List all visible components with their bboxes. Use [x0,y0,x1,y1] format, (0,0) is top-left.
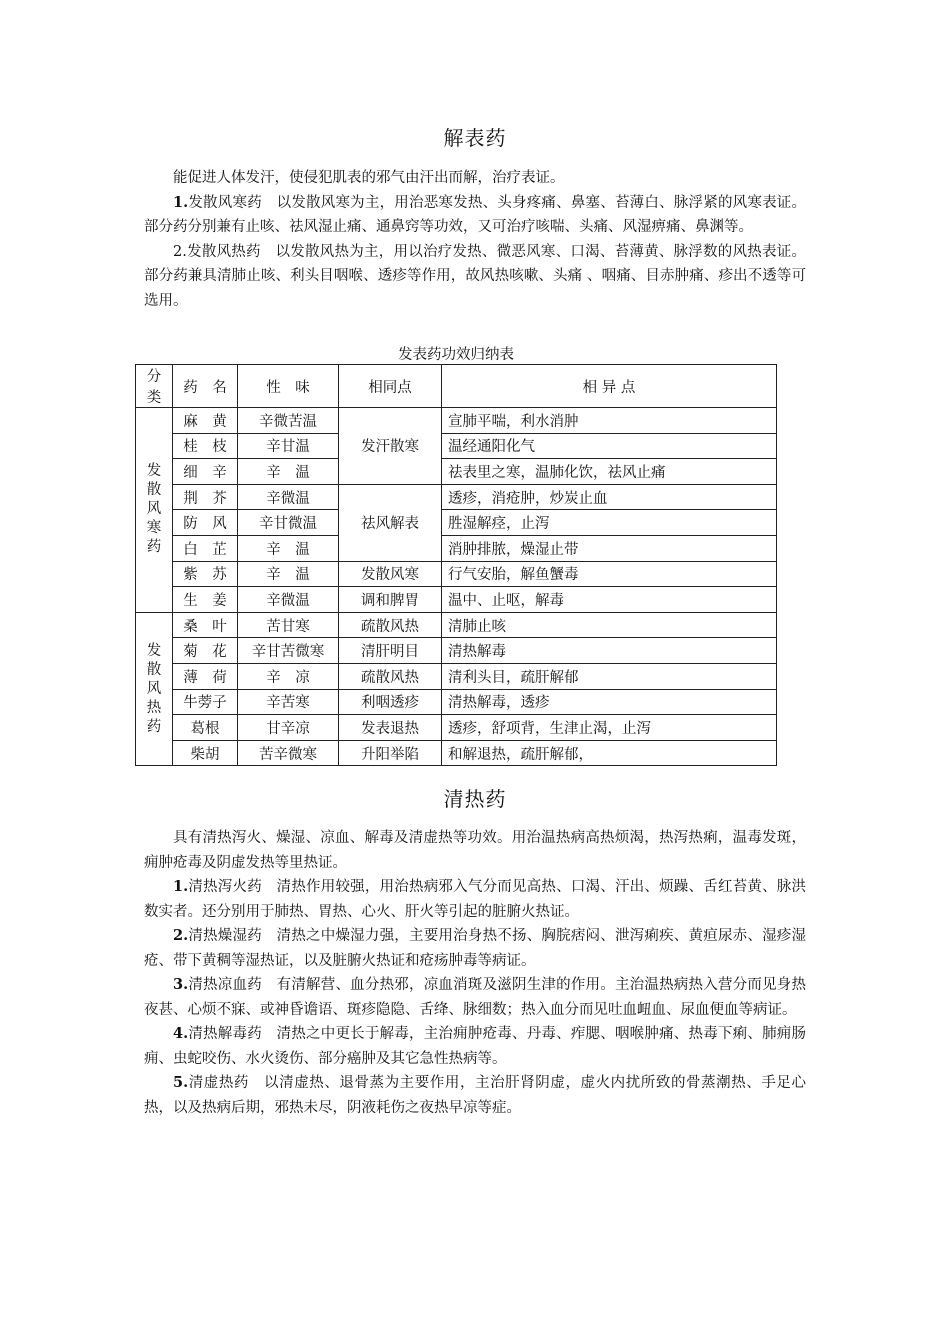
table-row [136,612,777,638]
common-effect: 祛风解表 [339,484,442,561]
herb-property: 辛微苦温 [238,408,339,434]
section2-intro: 具有清热泻火、燥湿、凉血、解毒及清虚热等功效。用治温热病高热烦渴，热泻热痢，温毒发斑，痈肿疮毒及阴虚发热等里热证。 [144,830,806,871]
table-row [136,689,777,715]
herb-difference: 温经通阳化气 [442,433,777,459]
para-number: 3. [173,976,189,993]
herb-name: 葛根 [173,715,238,741]
header-category: 分类 [136,365,173,408]
herb-property: 辛 温 [238,459,339,485]
para-number: 2. [173,243,187,260]
category-wind-heat: 发 散 风 热 药 [136,612,173,766]
table-row [136,587,777,613]
common-effect: 疏散风热 [339,663,442,689]
herb-difference: 消肿排脓，燥湿止带 [442,535,777,561]
header-difference: 相 异 点 [442,365,777,408]
header-name: 药 名 [173,365,238,408]
herb-name: 麻 黄 [173,408,238,434]
section2-para-1 [144,875,806,924]
para-number: 2. [173,927,189,944]
table-row [136,740,777,766]
herb-difference: 清热解毒，透疹 [442,689,777,715]
table-row [136,638,777,664]
section2-para-5 [144,1071,806,1120]
herb-property: 甘辛凉 [238,715,339,741]
para-text: 清虚热药 以清虚热、退骨蒸为主要作用，主治肝肾阴虚，虚火内扰所致的骨蒸潮热、手足心热，以及热病后期，邪热未尽，阴液耗伤之夜热早凉等症。 [144,1075,806,1116]
para-number: 1. [173,193,189,211]
herb-property: 辛 温 [238,535,339,561]
herb-name: 柴胡 [173,740,238,766]
common-effect: 利咽透疹 [339,689,442,715]
para-text: 发散风热药 以发散风热为主，用以治疗发热、微恶风寒、口渴、苔薄黄、脉浮数的风热表证。部分药兼具清肺止咳、利头目咽喉、透疹等作用，故风热咳嗽、头痛 、咽痛、目赤肿痛、疹出不透等可选用。 [144,243,806,309]
herb-name: 防 风 [173,510,238,536]
para-text: 清热泻火药 清热作用较强，用治热病邪入气分而见高热、口渴、汗出、烦躁、舌红苔黄、脉洪数实者。还分别用于肺热、胃热、心火、肝火等引起的脏腑火热证。 [144,879,806,920]
section2-para-2 [144,924,806,973]
header-common: 相同点 [339,365,442,408]
herb-name: 牛蒡子 [173,689,238,715]
header-property: 性 味 [238,365,339,408]
common-effect: 调和脾胃 [339,587,442,613]
para-text: 发散风寒药 以发散风寒为主，用治恶寒发热、头身疼痛、鼻塞、苔薄白、脉浮紧的风寒表证。部分药分别兼有止咳、祛风湿止痛、通鼻窍等功效，又可治疗咳喘、头痛、风湿痹痛、鼻渊等。 [144,194,806,235]
herb-difference: 清利头目，疏肝解郁 [442,663,777,689]
para-text: 清热凉血药 有清解营、血分热邪，凉血消斑及滋阴生津的作用。主治温热病热入营分而见身热夜甚、心烦不寐、或神昏谵语、斑疹隐隐、舌绛、脉细数；热入血分而见吐血衄血、尿血便血等病证。 [144,977,806,1018]
herb-name: 桑 叶 [173,612,238,638]
para-number: 1. [173,878,189,895]
herb-name: 菊 花 [173,638,238,664]
common-effect: 清肝明目 [339,638,442,664]
herb-name: 细 辛 [173,459,238,485]
herb-property: 辛 凉 [238,663,339,689]
section1-intro: 能促进人体发汗，使侵犯肌表的邪气由汗出而解，治疗表证。 [173,170,565,186]
herb-property: 辛甘微温 [238,510,339,536]
herb-difference: 清热解毒 [442,638,777,664]
herb-difference: 胜湿解痉，止泻 [442,510,777,536]
section2-para-3 [144,973,806,1022]
herb-property: 苦辛微寒 [238,740,339,766]
section-title-qingre: 清热药 [443,787,507,811]
para-text: 清热解毒药 清热之中更长于解毒，主治痈肿疮毒、丹毒、痄腮、咽喉肿痛、热毒下痢、肺痈肠痈、虫蛇咬伤、水火烫伤、部分癌肿及其它急性热病等。 [144,1026,806,1067]
section-title-jiebiao: 解表药 [443,126,507,150]
para-number: 4. [173,1025,189,1042]
herb-property: 苦甘寒 [238,612,339,638]
common-effect: 发散风寒 [339,561,442,587]
table-row [136,715,777,741]
herb-difference: 和解退热，疏肝解郁， [442,740,777,766]
herb-name: 桂 枝 [173,433,238,459]
herb-difference: 透疹，舒项背，生津止渴，止泻 [442,715,777,741]
category-wind-cold: 发 散 风 寒 药 [136,408,173,613]
herb-property: 辛 温 [238,561,339,587]
table-row [136,535,777,561]
common-effect: 发表退热 [339,715,442,741]
table-row [136,561,777,587]
section1-para-2 [144,240,806,314]
herb-name: 白 芷 [173,535,238,561]
herb-property: 辛甘温 [238,433,339,459]
herb-property: 辛微温 [238,484,339,510]
herb-property: 辛微温 [238,587,339,613]
table-row [136,484,777,510]
herb-property: 辛苦寒 [238,689,339,715]
herb-difference: 透疹，消疮肿，炒炭止血 [442,484,777,510]
herb-difference: 清肺止咳 [442,612,777,638]
section1-para-1 [144,191,806,240]
common-effect: 发汗散寒 [339,408,442,485]
table-header-row [136,365,777,408]
herb-name: 生 姜 [173,587,238,613]
herb-name: 薄 荷 [173,663,238,689]
table-row [136,510,777,536]
para-number: 5. [173,1074,189,1091]
herb-name: 紫 苏 [173,561,238,587]
table-row [136,408,777,434]
herb-difference: 宣肺平喘，利水消肿 [442,408,777,434]
efficacy-table [135,364,777,766]
common-effect: 疏散风热 [339,612,442,638]
para-text: 清热燥湿药 清热之中燥湿力强，主要用治身热不扬、胸脘痞闷、泄泻痢疾、黄疸尿赤、湿疹湿疮、带下黄稠等湿热证，以及脏腑火热证和疮疡肿毒等病证。 [144,928,806,969]
herb-difference: 行气安胎，解鱼蟹毒 [442,561,777,587]
herb-difference: 温中、止呕，解毒 [442,587,777,613]
section2-para-4 [144,1022,806,1071]
table-caption: 发表药功效归纳表 [398,347,514,363]
herb-name: 荆 芥 [173,484,238,510]
table-row [136,433,777,459]
section2-body [144,826,806,1120]
common-effect: 升阳举陷 [339,740,442,766]
table-row [136,459,777,485]
herb-difference: 祛表里之寒，温肺化饮，祛风止痛 [442,459,777,485]
section1-body [144,166,806,313]
herb-property: 辛甘苦微寒 [238,638,339,664]
table-row [136,663,777,689]
